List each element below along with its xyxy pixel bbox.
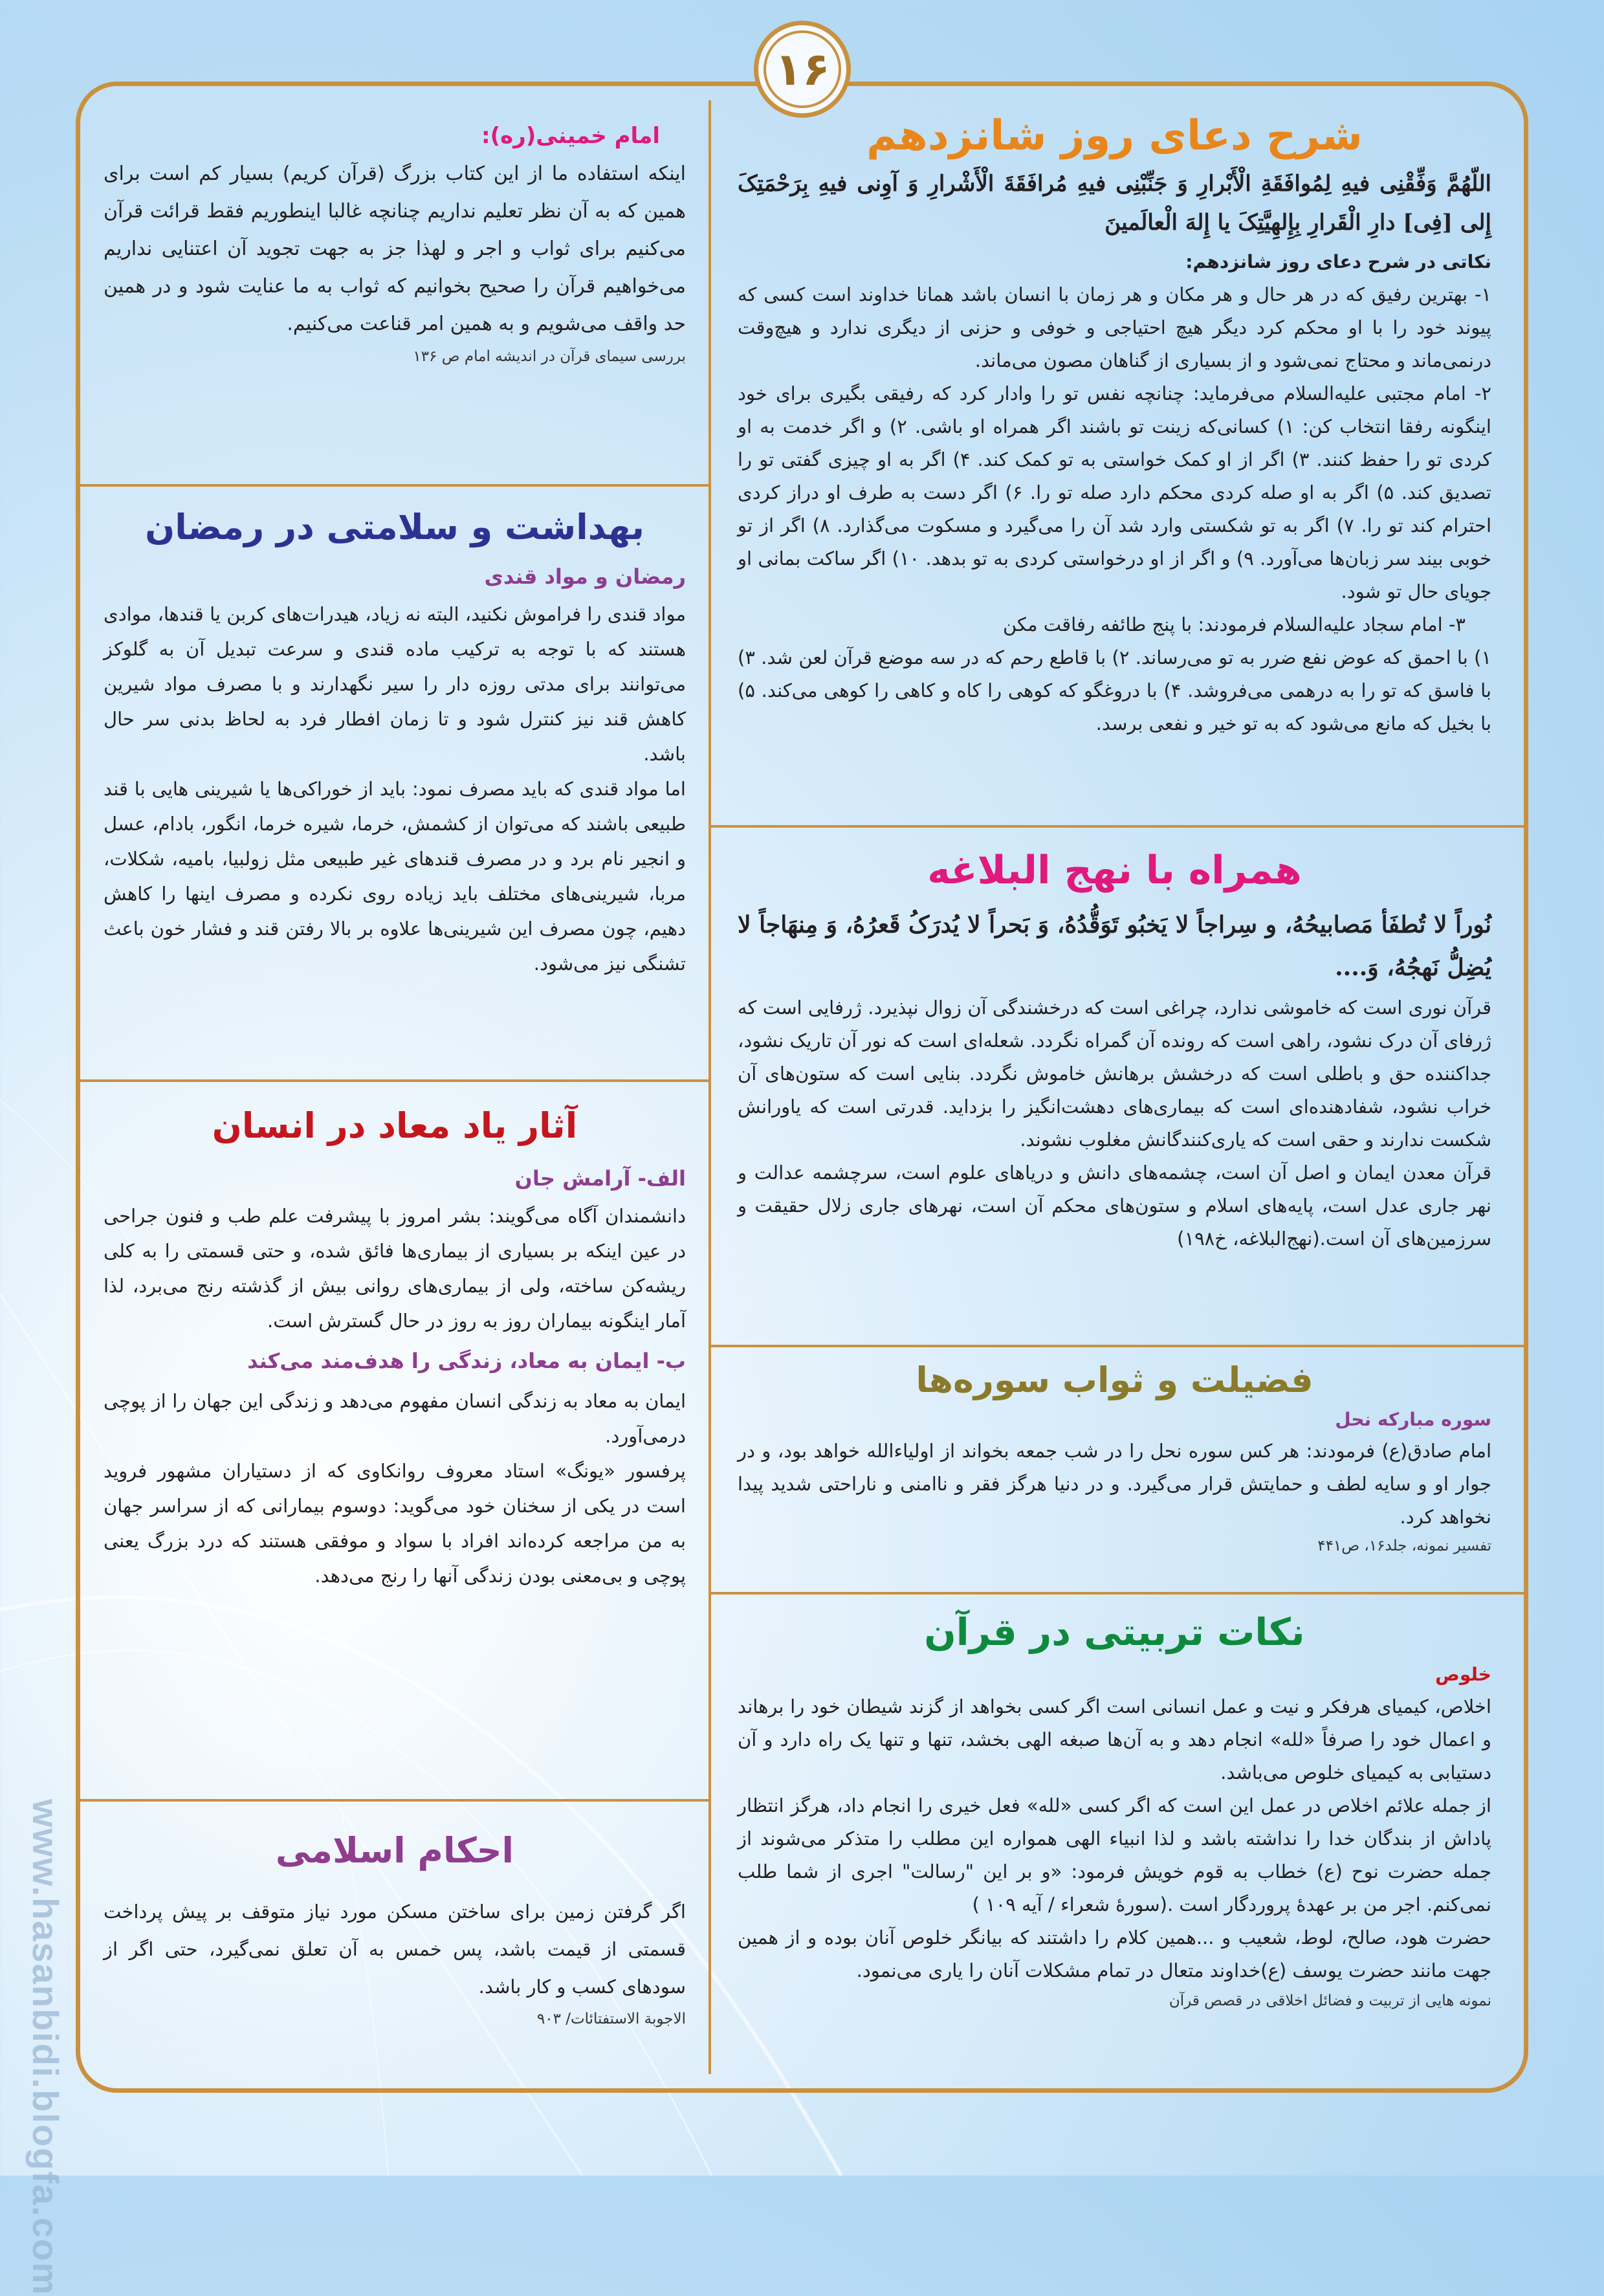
nahj-arabic: نُوراً لا تُطفَأ مَصابیحُهُ، و سِراجاً لا یَخبُو تَوَقُّدُهُ، وَ بَحراً لا یُدرَکُ قَعرُهُ، وَ مِنهَاجاً لا یُضِلُّ نَهجُهُ، وَ.... [738,911,1491,981]
divider-left-2 [80,1079,709,1082]
maad-subtitle-2: ب- ایمان به معاد، زندگی را هدف‌مند می‌کند [247,1349,686,1373]
fazilat-title: فضیلت و ثواب سوره‌ها [916,1360,1313,1400]
website-watermark: www.hasanbidi.blogfa.com [25,1799,66,2296]
dua-paragraph: ۱- بهترین رفیق که در هر حال و هر مکان و هر زمان با انسان باشد همانا خداوند است کسی که پیوند خود را با او محکم کرد دیگر هیچ احتیاجی و خوفی و حزنی از دیگری ندارد و هیچ‌وقت درنمی‌ماند و محتاج نمی‌شود و از بسیاری از گناهان مصون می‌ماند. [738,283,1491,371]
divider-right-3 [710,1592,1528,1595]
divider-left-3 [80,1799,709,1802]
khomeini-section [104,116,686,365]
ahkam-text: اگر گرفتن زمین برای ساختن مسکن مورد نیاز متوقف بر پیش پرداخت قسمتی از قیمت باشد، پس خمس به آن تعلق نمی‌گیرد، حتی اگر از سودهای کسب و کار باشد. [104,1901,686,1998]
maad-subtitle-1: الف- آرامش جان [514,1166,686,1191]
dua-title: شرح دعای روز شانزدهم [866,112,1363,160]
khomeini-source: بررسی سیمای قرآن در اندیشه امام ص ۱۳۶ [413,348,686,365]
nokat-source: نمونه هایی از تربیت و فضائل اخلاقی در قصص قرآن [1169,1992,1491,2009]
health-subtitle: رمضان و مواد قندی [484,564,686,589]
khomeini-text: اینکه استفاده ما از این کتاب بزرگ (قرآن کریم) بسیار کم است برای همین که به آن نظر تعلیم نداریم چنانچه غالبا اینطوریم فقط قرائت قرآن می‌کنیم برای ثواب و اجر و لهذا جز به جهت تجوید آن اعتنایی نداریم می‌خواهیم قرآن را صحیح بخوانیم که ثواب به ما عنایت شود و در همین حد واقف می‌شویم و به همین امر قناعت می‌کنیم. [104,162,686,335]
nahj-paragraph: قرآن نوری است که خاموشی ندارد، چراغی است که درخشندگی آن زوال نپذیرد. ژرفایی است که ژرفای آن درک نشود، راهی است که رونده آن گمراه نگردد. شعله‌ای است که نور آن تاریک نشود، جداکننده حق و باطلی است که درخشش برهانش خاموش نگردد. بنایی است که ستون‌های آن خراب نشود، شفادهنده‌ای است که بیماری‌های دهشت‌انگیز را بزداید. قدرتی است که یاورانش شکست ندارند و حقی است که یاری‌کنندگانش مغلوب نشوند. [738,997,1491,1151]
fazilat-subtitle: سوره مبارکه نحل [1335,1409,1491,1430]
divider-right-2 [710,1345,1528,1347]
nokat-paragraph: اخلاص، کیمیای هرفکر و نیت و عمل انسانی است اگر کسی بخواهد از گزند شیطان خود را برهاند و اعمال خود را صرفاً «لله» انجام دهد و به آن‌ها صبغه الهی بخشد، تنها و تنها یک راه دارد و آن دستیابی به کیمیای خلوص می‌باشد. [738,1695,1491,1783]
nokat-paragraph: از جمله علائم اخلاص در عمل این است که اگر کسی «لله» فعل خیری را انجام داد، هرگز انتظار پاداش از بندگان خدا را نداشته باشد و لذا انبیاء الهی همواره این مطلب را متذکر می‌شوند از جمله حضرت نوح (ع) خطاب به قوم خویش فرمود: «و بر این "رسالت" اجری از شما طلب نمی‌کنم. اجر من بر عهدهٔ پروردگار است .(سورهٔ شعراء / آیه ۱۰۹ ) [738,1794,1491,1915]
health-title: بهداشت و سلامتی در رمضان [145,507,644,547]
nokat-section [738,1605,1491,2009]
nahj-paragraph: قرآن معدن ایمان و اصل آن است، چشمه‌های دانش و دریاهای علوم است، سرچشمه عدالت و نهر جاری عدل است، پایه‌های اسلام و ستون‌های محکم آن است، نهرهای جاری زلال حقیقت و سرزمین‌های آن است.(نهج‌البلاغه، خ۱۹۸) [738,1162,1491,1250]
maad-title: آثار یاد معاد در انسان [212,1105,578,1146]
divider-left-1 [80,484,709,487]
ahkam-source: الاجوبة الاستفتائات/ ۹۰۳ [536,2011,686,2027]
dua-section [738,110,1491,740]
page-number: ۱۶ [764,30,841,108]
maad-paragraph: پرفسور «یونگ» استاد معروف روانکاوی که از دستیاران مشهور فروید است در یکی از سخنان خود می‌گوید: دوسوم بیمارانی که از سراسر جهان به من مراجعه کرده‌اند افراد با سواد و موفقی هستند که درد بزرگ یعنی پوچی و بی‌معنی بودن زندگی آنها را رنج می‌دهد. [104,1460,686,1587]
nokat-title: نکات تربیتی در قرآن [924,1610,1305,1654]
ahkam-title: احکام اسلامی [275,1830,514,1871]
nahj-title: همراه با نهج البلاغه [927,848,1302,893]
health-section [104,498,686,981]
dua-paragraph: ۲- امام مجتبی علیه‌السلام می‌فرماید: چنانچه نفس تو را وادار کرد که رفیقی بگیری برای خود اینگونه رفقا انتخاب کن: ۱) کسانی‌که زینت تو باشند اگر همراه او باشی. ۲) و اگر خدمت به او کردی تو را حفظ کنند. ۳) اگر از او کمک خواستی به تو کمک کند. ۴) اگر به او چیزی گفتی تو را تصدیق کند. ۵) اگر به او صله کردی محکم دارد صله تو را. ۶) اگر دست به طرف او دراز کردی احترام کند تو را. ۷) اگر به تو شکستی وارد شد آن را می‌گیرد و مسکوت می‌گذارد. ۸) اگر از تو خوبی بیند سر زبان‌ها می‌آورد. ۹) و اگر از او درخواستی کردی به تو بدهد. ۱۰) اگر ساکت بمانی او جویای حال تو شود. [738,382,1492,602]
dua-arabic: اللّهُمَّ وَفِّقْنِی فیهِ لِمُوافَقَةِ الْأَبْرارِ وَ جَنِّبْنِی فیهِ مُرافَقَةَ الْأَشْرارِ وَ آوِنی فیهِ بِرَحْمَتِکَ إِلی [فِی] دارِ الْقَرارِ بِإِلهِیَّتِکَ یا إِلهَ الْعالَمینَ [738,171,1491,236]
khomeini-title: امام خمینی(ره): [481,123,660,149]
maad-text-1: دانشمندان آگاه می‌گویند: بشر امروز با پیشرفت علم طب و فنون جراحی در عین اینکه بر بسیاری از بیماری‌ها فائق شده، و حتی قسمتی را به کلی ریشه‌کن ساخته، ولی از بیماری‌های روانی بیش از گذشته رنج می‌برد، لذا آمار اینگونه بیماران روز به روز در حال گسترش است. [104,1205,686,1332]
dua-paragraph: ۳- امام سجاد علیه‌السلام فرمودند: با پنج طائفه رفاقت مکن [1002,613,1466,635]
fazilat-source: تفسیر نمونه، جلد۱۶، ص۴۴۱ [1317,1538,1491,1554]
fazilat-section [738,1356,1491,1554]
maad-section [104,1094,686,1593]
nokat-subtitle: خلوص [1435,1664,1491,1685]
dua-subtitle: نکاتی در شرح دعای روز شانزدهم: [1185,251,1491,272]
column-divider [709,100,711,2074]
dua-paragraph: ۱) با احمق که عوض نفع ضرر به تو می‌رساند. ۲) با قاطع رحم که در سه موضع قرآن لعن شد. ۳) با فاسق که تو را به درهمی می‌فروشد. ۴) با دروغگو که کوهی را کاه و کاهی را کوهی می‌کند. ۵) با بخیل که مانع می‌شود که به تو خیر و نفعی برسد. [738,646,1492,734]
fazilat-text: امام صادق(ع) فرمودند: هر کس سوره نحل را در شب جمعه بخواند از اولیاءالله خواهد بود، و در جوار او و سایه لطف و حمایتش قرار می‌گیرد. و در دنیا هرگز فقر و ناامنی و ناراحتی شدید پیدا نخواهد کرد. [738,1440,1491,1528]
health-paragraph: اما مواد قندی که باید مصرف نمود: باید از خوراکی‌ها یا شیرینی هایی با قند طبیعی باشند که می‌توان از کشمش، خرما، شیره خرما، انگور، بادام، عسل و انجیر نام برد و در مصرف قندهای غیر طبیعی مثل زولبیا، بامیه، شکلات، مربا، شیرینی‌های مختلف باید زیاده روی نکرده و مصرف اینها را کاهش دهیم، چون مصرف این شیرینی‌ها علاوه بر بالا رفتن قند و فشار خون باعث تشنگی نیز می‌شود. [104,778,686,975]
page-number-badge [754,21,851,118]
divider-right-1 [710,825,1528,828]
ahkam-section [104,1815,686,2027]
maad-paragraph: ایمان به معاد به زندگی انسان مفهوم می‌دهد و زندگی این جهان را از پوچی درمی‌آورد. [104,1390,686,1447]
nahj-section [738,841,1491,1255]
health-paragraph: مواد قندی را فراموش نکنید، البته نه زیاد، هیدرات‌های کربن یا قندها، موادی هستند که با توجه به ترکیب ماده قندی و سرعت تبدیل آن به گلوکز می‌توانند برای مدتی روزه دار را سیر نگهدارند و با مصرف مواد شیرین کاهش قند نیز کنترل شود و تا زمان افطار فرد به لحاظ بدنی سر حال باشد. [104,603,686,765]
nokat-paragraph: حضرت هود، صالح، لوط، شعیب و ...همین کلام را داشتند که بیانگر خلوص آنان بوده و از همین جهت مانند حضرت یوسف (ع)خداوند متعال در تمام مشکلات آنان را یاری می‌نمود. [738,1926,1491,1981]
